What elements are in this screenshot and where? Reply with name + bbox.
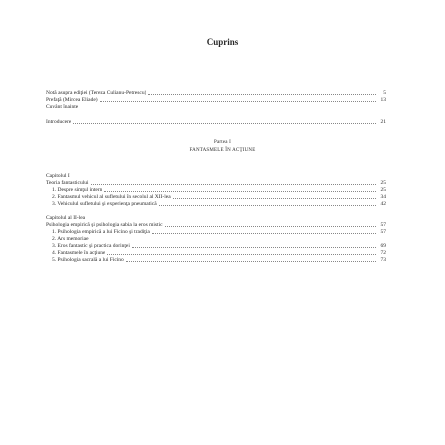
chapter-heading[interactable] (46, 215, 386, 221)
toc-entry-page: 57 (380, 222, 386, 228)
leader-dots (173, 194, 376, 199)
toc-entry-page: 57 (380, 229, 386, 235)
toc-title: Cuprins (206, 37, 239, 47)
leader-dots (91, 180, 376, 185)
toc-entry-page: 73 (380, 257, 386, 263)
toc-subentry[interactable] (52, 236, 386, 242)
toc-subentry[interactable] (52, 201, 386, 207)
leader-dots (100, 97, 376, 102)
toc-entry[interactable] (46, 119, 386, 125)
leader-dots (107, 250, 376, 255)
leader-dots (104, 187, 376, 192)
toc-subentry[interactable] (52, 257, 386, 263)
chapter-subtitle: Psihologia empirică şi psihologia sabia la eros mistic (46, 222, 163, 228)
leader-dots (165, 222, 376, 227)
toc-entry-label: 5. Psihologia sacrală a lui Ficino (52, 257, 124, 263)
toc-entry-label: 2. Ars memoriae (52, 236, 89, 242)
toc-entry-label: 4. Fantasmele în acţiune (52, 250, 106, 256)
toc-subentry[interactable] (52, 250, 386, 256)
toc-entry-label: 3. Vehiculul sufletului şi experienţa pneumatică (52, 201, 157, 207)
toc-entry-label: 1. Psihologia empirică a lui Ficino şi tradiţia (52, 229, 150, 235)
leader-dots (80, 105, 376, 109)
toc-entry-page: 21 (380, 119, 386, 125)
leader-dots (126, 257, 376, 262)
leader-dots (73, 119, 376, 124)
part-title: FANTASMELE ÎN ACŢIUNE (189, 148, 256, 153)
toc-subentry[interactable] (52, 187, 386, 193)
leader-dots (91, 237, 376, 241)
toc-entry[interactable] (46, 104, 386, 110)
toc-entry-page: 69 (380, 243, 386, 249)
toc-entry-page: 72 (380, 250, 386, 256)
part-label: Partea I (213, 140, 231, 145)
toc-entry-page: 5 (383, 90, 386, 96)
chapter-subtitle-row[interactable] (46, 222, 386, 228)
toc-entry-label: Notă asupra ediţiei (Tereza Culianu-Petrescu) (46, 90, 147, 96)
toc-entry[interactable] (46, 97, 386, 103)
leader-dots (148, 90, 376, 95)
chapter-title: Capitolul al II-lea (46, 215, 86, 221)
toc-subentry[interactable] (52, 243, 386, 249)
toc-entry-page: 13 (380, 97, 386, 103)
toc-entry-label: 2. Fantasmul vehicul al sufletului în secolul al XII-lea (52, 194, 171, 200)
leader-dots (152, 229, 376, 234)
chapter-subtitle: Teoria fantasticului (46, 180, 89, 186)
chapter-title: Capitolul I (46, 173, 70, 179)
toc-entry-label: Cuvânt înainte (46, 104, 79, 110)
chapter-heading[interactable] (46, 173, 386, 179)
toc-entry-label: Introducere (46, 119, 72, 125)
chapter-subtitle-row[interactable] (46, 180, 386, 186)
toc-entry-label: Prefaţă (Mircea Eliade) (46, 97, 98, 103)
toc-entry[interactable] (46, 90, 386, 96)
toc-entry-page: 25 (380, 180, 386, 186)
toc-entry-page: 42 (380, 201, 386, 207)
toc-entry-page: 34 (380, 194, 386, 200)
leader-dots (132, 243, 376, 248)
toc-subentry[interactable] (52, 194, 386, 200)
toc-entry-label: 3. Eros fantastic şi practica dorinţei (52, 243, 130, 249)
toc-subentry[interactable] (52, 229, 386, 235)
toc-entry-label: 1. Despre simţul intern (52, 187, 103, 193)
toc-entry-page: 25 (380, 187, 386, 193)
leader-dots (159, 201, 376, 206)
